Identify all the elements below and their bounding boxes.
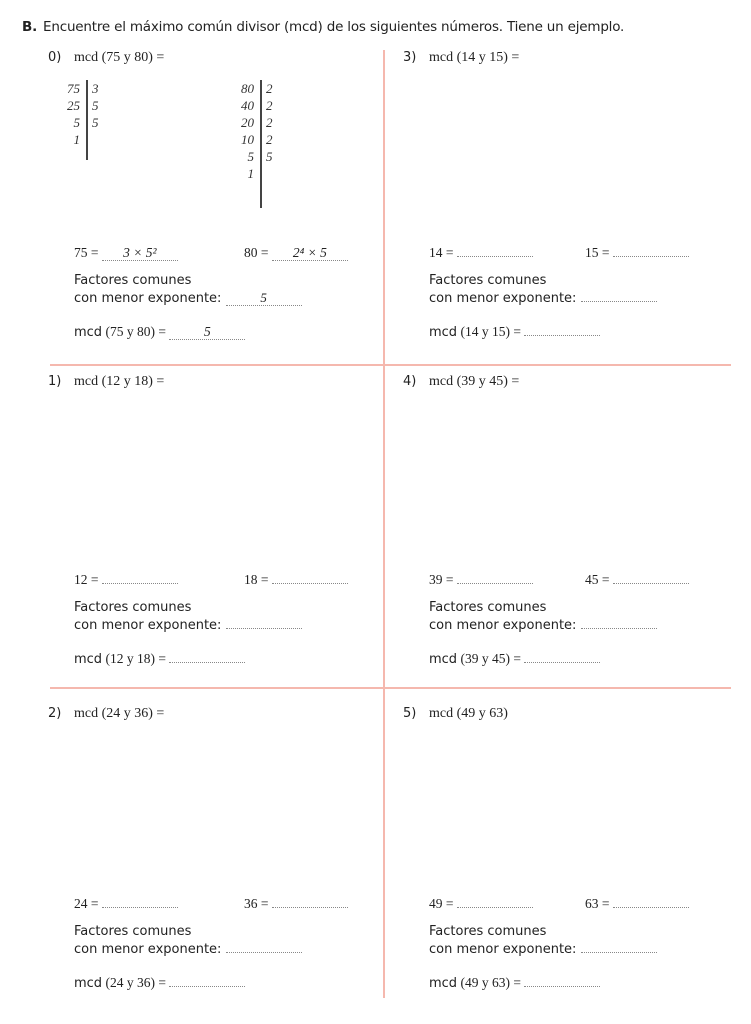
mcd-result-input[interactable] <box>524 662 600 663</box>
ladder-quotient: 40 <box>241 98 254 113</box>
number-b-label: 45 = <box>585 572 610 587</box>
problem-title: mcd (12 y 18) = <box>74 374 165 389</box>
mcd-result-label: (24 y 36) = <box>105 975 166 990</box>
ladder-row <box>52 80 99 97</box>
common-factors-label-1: Factores comunes <box>74 600 192 615</box>
mcd-result-input[interactable] <box>524 335 600 336</box>
common-factors-label-1: Factores comunes <box>429 273 547 288</box>
mcd-result-label: (49 y 63) = <box>460 975 521 990</box>
ladder-row <box>52 114 99 131</box>
factorization-b-input[interactable] <box>613 256 689 257</box>
ladder-quotient: 20 <box>241 115 254 130</box>
horizontal-divider-1 <box>50 364 731 366</box>
problem-number: 5) <box>403 706 417 721</box>
factorization-b-5 <box>585 896 689 912</box>
common-factors-label-1: Factores comunes <box>429 924 547 939</box>
ladder-quotient: 1 <box>73 132 80 147</box>
factorization-b-input[interactable] <box>272 907 348 908</box>
factorization-b-1 <box>244 572 348 588</box>
mcd-result-5 <box>429 975 600 991</box>
common-factors-input[interactable] <box>581 952 657 953</box>
problem-heading-1 <box>48 374 164 390</box>
common-factors-3 <box>429 272 657 308</box>
common-factors-input[interactable]: 5 <box>226 291 302 306</box>
mcd-prefix: mcd <box>74 325 103 340</box>
ladder-quotient: 25 <box>67 98 80 113</box>
problem-title: mcd (14 y 15) = <box>429 50 520 65</box>
common-factors-label-2: con menor exponente: <box>74 291 222 306</box>
ladder-divisor: 5 <box>92 98 99 113</box>
factorization-b-3 <box>585 245 689 261</box>
factorization-a-input[interactable] <box>457 256 533 257</box>
problem-number: 0) <box>48 50 62 65</box>
mcd-result-input[interactable] <box>169 662 245 663</box>
mcd-result-label: (75 y 80) = <box>105 324 166 339</box>
number-a-label: 14 = <box>429 245 454 260</box>
factorization-b-input[interactable]: 2⁴ × 5 <box>272 246 348 261</box>
factorization-a-5 <box>429 896 533 912</box>
common-factors-label-1: Factores comunes <box>74 273 192 288</box>
common-factors-5 <box>429 923 657 959</box>
common-factors-input[interactable] <box>581 301 657 302</box>
factorization-a-input[interactable] <box>102 907 178 908</box>
ladder-divisor: 2 <box>266 115 273 130</box>
ladder-bar <box>260 80 262 208</box>
ladder-quotient: 1 <box>247 166 254 181</box>
mcd-prefix: mcd <box>74 976 103 991</box>
factorization-b-input[interactable] <box>613 583 689 584</box>
mcd-result-label: (39 y 45) = <box>460 651 521 666</box>
mcd-result-label: (14 y 15) = <box>460 324 521 339</box>
ladder-divisor: 3 <box>92 81 99 96</box>
ladder-bar <box>86 80 88 160</box>
factorization-a-2 <box>74 896 178 912</box>
ladder-quotient: 80 <box>241 81 254 96</box>
ladder-divisor: 5 <box>92 115 99 130</box>
common-factors-0 <box>74 272 302 308</box>
problem-heading-2 <box>48 706 164 722</box>
ladder-row <box>226 131 273 148</box>
instruction-text: Encuentre el máximo común divisor (mcd) de los siguientes números. Tiene un ejemplo. <box>43 19 625 35</box>
factorization-b-4 <box>585 572 689 588</box>
number-a-label: 49 = <box>429 896 454 911</box>
factorization-b-0 <box>244 245 348 261</box>
number-b-label: 36 = <box>244 896 269 911</box>
number-b-label: 80 = <box>244 245 269 260</box>
common-factors-1 <box>74 599 302 635</box>
horizontal-divider-2 <box>50 687 731 689</box>
mcd-result-4 <box>429 651 600 667</box>
problem-number: 4) <box>403 374 417 389</box>
number-b-label: 63 = <box>585 896 610 911</box>
factorization-b-input[interactable] <box>272 583 348 584</box>
mcd-prefix: mcd <box>74 652 103 667</box>
common-factors-label-2: con menor exponente: <box>74 942 222 957</box>
factorization-a-input[interactable] <box>457 583 533 584</box>
mcd-result-input[interactable]: 5 <box>169 325 245 340</box>
common-factors-label-2: con menor exponente: <box>429 942 577 957</box>
number-b-label: 15 = <box>585 245 610 260</box>
problem-title: mcd (49 y 63) <box>429 706 508 721</box>
mcd-result-input[interactable] <box>169 986 245 987</box>
problem-heading-3 <box>403 50 519 66</box>
factorization-a-4 <box>429 572 533 588</box>
problem-number: 2) <box>48 706 62 721</box>
common-factors-label-2: con menor exponente: <box>429 291 577 306</box>
mcd-result-3 <box>429 324 600 340</box>
mcd-result-label: (12 y 18) = <box>105 651 166 666</box>
common-factors-input[interactable] <box>226 628 302 629</box>
common-factors-label-1: Factores comunes <box>74 924 192 939</box>
common-factors-label-2: con menor exponente: <box>74 618 222 633</box>
ladder-quotient: 75 <box>67 81 80 96</box>
vertical-divider <box>383 50 385 998</box>
problem-title: mcd (39 y 45) = <box>429 374 520 389</box>
mcd-result-1 <box>74 651 245 667</box>
factorization-a-input[interactable] <box>457 907 533 908</box>
ladder-divisor: 2 <box>266 132 273 147</box>
factorization-a-0 <box>74 245 178 261</box>
problem-heading-5 <box>403 706 508 722</box>
common-factors-label-1: Factores comunes <box>429 600 547 615</box>
ladder-quotient: 10 <box>241 132 254 147</box>
ladder-row <box>226 165 273 182</box>
number-b-label: 18 = <box>244 572 269 587</box>
ladder-quotient: 5 <box>73 115 80 130</box>
factorization-b-input[interactable] <box>613 907 689 908</box>
mcd-prefix: mcd <box>429 652 458 667</box>
problem-number: 3) <box>403 50 417 65</box>
number-a-label: 75 = <box>74 245 99 260</box>
factorization-a-3 <box>429 245 533 261</box>
instruction-letter: B. <box>22 19 38 35</box>
ladder-row <box>226 148 273 165</box>
common-factors-input[interactable] <box>581 628 657 629</box>
common-factors-2 <box>74 923 302 959</box>
ladder-row <box>226 114 273 131</box>
mcd-result-0 <box>74 324 245 340</box>
number-a-label: 24 = <box>74 896 99 911</box>
problem-heading-0 <box>48 50 164 66</box>
problem-title: mcd (75 y 80) = <box>74 50 165 65</box>
common-factors-label-2: con menor exponente: <box>429 618 577 633</box>
ladder-divisor: 2 <box>266 81 273 96</box>
factorization-b-2 <box>244 896 348 912</box>
ladder-row <box>226 97 273 114</box>
ladder-divisor: 2 <box>266 98 273 113</box>
ladder-row <box>52 131 99 148</box>
problem-title: mcd (24 y 36) = <box>74 706 165 721</box>
ladder-quotient: 5 <box>247 149 254 164</box>
problem-heading-4 <box>403 374 519 390</box>
ladder-row <box>52 97 99 114</box>
mcd-result-input[interactable] <box>524 986 600 987</box>
ladder-row <box>226 80 273 97</box>
common-factors-4 <box>429 599 657 635</box>
factor-ladder-80 <box>226 80 273 182</box>
mcd-prefix: mcd <box>429 976 458 991</box>
factorization-a-input[interactable] <box>102 583 178 584</box>
ladder-divisor: 5 <box>266 149 273 164</box>
mcd-result-2 <box>74 975 245 991</box>
number-a-label: 12 = <box>74 572 99 587</box>
factor-ladder-75 <box>52 80 99 148</box>
mcd-prefix: mcd <box>429 325 458 340</box>
instruction <box>22 19 624 35</box>
factorization-a-1 <box>74 572 178 588</box>
factorization-a-input[interactable]: 3 × 5² <box>102 246 178 261</box>
number-a-label: 39 = <box>429 572 454 587</box>
common-factors-input[interactable] <box>226 952 302 953</box>
problem-number: 1) <box>48 374 62 389</box>
